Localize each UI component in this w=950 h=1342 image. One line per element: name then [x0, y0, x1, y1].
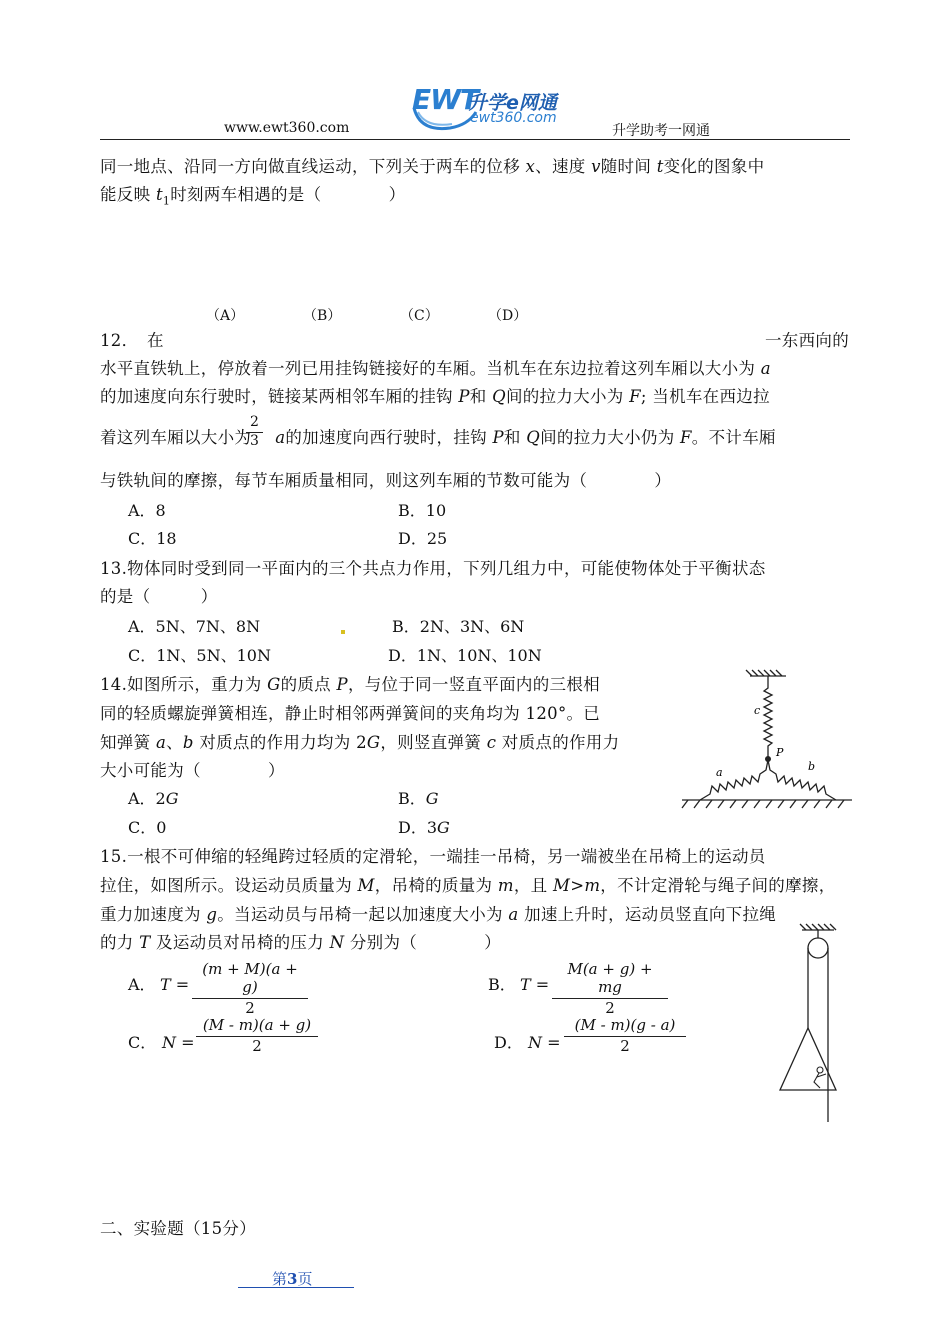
q15-option-d-label: D． — [494, 1033, 523, 1052]
q12-option-a: A．8 — [128, 501, 166, 520]
pulley-chair-diagram — [776, 922, 846, 1127]
q12-option-c: C．18 — [128, 529, 177, 548]
q15-option-d-fraction: (M - m)(g - a) 2 — [564, 1016, 686, 1055]
q14-line3: 知弹簧 a、b 对质点的作用力均为 2G，则竖直弹簧 c 对质点的作用力 — [100, 733, 620, 752]
q15-option-b-label: B． — [488, 975, 516, 994]
q13-line2: 的是（ ） — [100, 587, 218, 606]
fig-label-a: a — [716, 766, 723, 779]
q15-option-a-fraction: (m + M)(a + g) 2 — [192, 960, 308, 1017]
athlete-icon — [814, 1067, 826, 1088]
q14-option-b: B．G — [398, 789, 439, 808]
q15-option-a-lhs: T = — [160, 975, 190, 994]
q12-fraction: 2 3 — [246, 414, 263, 449]
q13-option-b: B．2N、3N、6N — [392, 617, 525, 636]
q14-line4: 大小可能为（ ） — [100, 761, 285, 780]
q15-line3: 重力加速度为 g。当运动员与吊椅一起以加速度大小为 a 加速上升时，运动员竖直向下拉绳 — [100, 905, 777, 924]
q15-option-c-label: C． — [128, 1033, 157, 1052]
q15-option-b-lhs: T = — [520, 975, 550, 994]
q15-line1: 15.一根不可伸缩的轻绳跨过轻质的定滑轮，一端挂一吊椅，另一端被坐在吊椅上的运动员 — [100, 847, 766, 866]
q14-option-d: D．3G — [398, 818, 450, 837]
q12-line2: 水平直铁轨上，停放着一列已用挂钩链接好的车厢。当机车在东边拉着这列车厢以大小为 a — [100, 359, 771, 378]
header-slogan: 升学助考一网通 — [612, 123, 710, 139]
fig-label-b: b — [808, 760, 816, 773]
q12-option-d: D．25 — [398, 529, 448, 548]
q12-line5: 与铁轨间的摩擦，每节车厢质量相同，则这列车厢的节数可能为（ ） — [100, 471, 672, 490]
header-divider — [100, 139, 850, 140]
q12-line4: 着这列车厢以大小为 a的加速度向西行驶时，挂钩 P和 Q间的拉力大小仍为 F。不计车厢 — [100, 428, 776, 447]
q12-option-b: B．10 — [398, 501, 447, 520]
q15-option-b-fraction: M(a + g) + mg 2 — [552, 960, 668, 1017]
particle-p — [765, 756, 771, 762]
spring-diagram — [680, 668, 855, 818]
q12-line3: 的加速度向东行驶时，链接某两相邻车厢的挂钩 P和 Q间的拉力大小为 F; 当机车在西边拉 — [100, 387, 770, 406]
logo-cn: 升学e网通 — [468, 92, 557, 114]
q14-line2: 同的轻质螺旋弹簧相连，静止时相邻两弹簧间的夹角均为 120°。已 — [100, 704, 601, 723]
q13-option-c: C．1N、5N、10N — [128, 646, 271, 665]
footer-underline — [238, 1287, 354, 1288]
q13-option-a: A．5N、7N、8N — [128, 617, 261, 636]
page-number: 第3页 — [272, 1270, 313, 1288]
fig-label-c: c — [754, 704, 761, 717]
q15-option-a-label: A． — [128, 975, 156, 994]
logo-url: ewt360.com — [470, 110, 557, 126]
logo-ewt: EWT — [412, 83, 479, 116]
section-title: 二、实验题（15分） — [100, 1219, 256, 1238]
q13-option-d: D．1N、10N、10N — [388, 646, 542, 665]
q15-option-d-lhs: N = — [528, 1033, 561, 1052]
q15-line4: 的力 T 及运动员对吊椅的压力 N 分别为（ ） — [100, 933, 502, 952]
q15-option-c-lhs: N = — [162, 1033, 195, 1052]
q12-line1-right: 一东西向的 — [765, 331, 849, 350]
q14-option-a: A．2G — [128, 789, 179, 808]
q13-line1: 13.物体同时受到同一平面内的三个共点力作用，下列几组力中，可能使物体处于平衡状态 — [100, 559, 766, 578]
q15-option-c-fraction: (M - m)(a + g) 2 — [196, 1016, 318, 1055]
fig-label-p: P — [776, 746, 784, 759]
stray-mark — [341, 630, 345, 634]
q11-line2: 能反映 $t_1$时刻两车相遇的是（ ） — [100, 185, 406, 208]
q12-line1: 12． 在 — [100, 331, 164, 350]
q11-line1: 同一地点、沿同一方向做直线运动，下列关于两车的位移 x、速度 v随时间 t变化的图象中 — [100, 157, 765, 176]
q11-option-d: （D） — [488, 308, 528, 324]
q15-line2: 拉住，如图所示。设运动员质量为 M，吊椅的质量为 m，且 M>m，不计定滑轮与绳子间的摩擦， — [100, 876, 836, 895]
q11-option-c: （C） — [400, 308, 439, 324]
q11-option-a: （A） — [206, 308, 245, 324]
header-url: www.ewt360.com — [224, 120, 350, 136]
q14-option-c: C．0 — [128, 818, 167, 837]
q14-line1: 14.如图所示，重力为 G的质点 P，与位于同一竖直平面内的三根相 — [100, 675, 600, 694]
q11-option-b: （B） — [303, 308, 342, 324]
